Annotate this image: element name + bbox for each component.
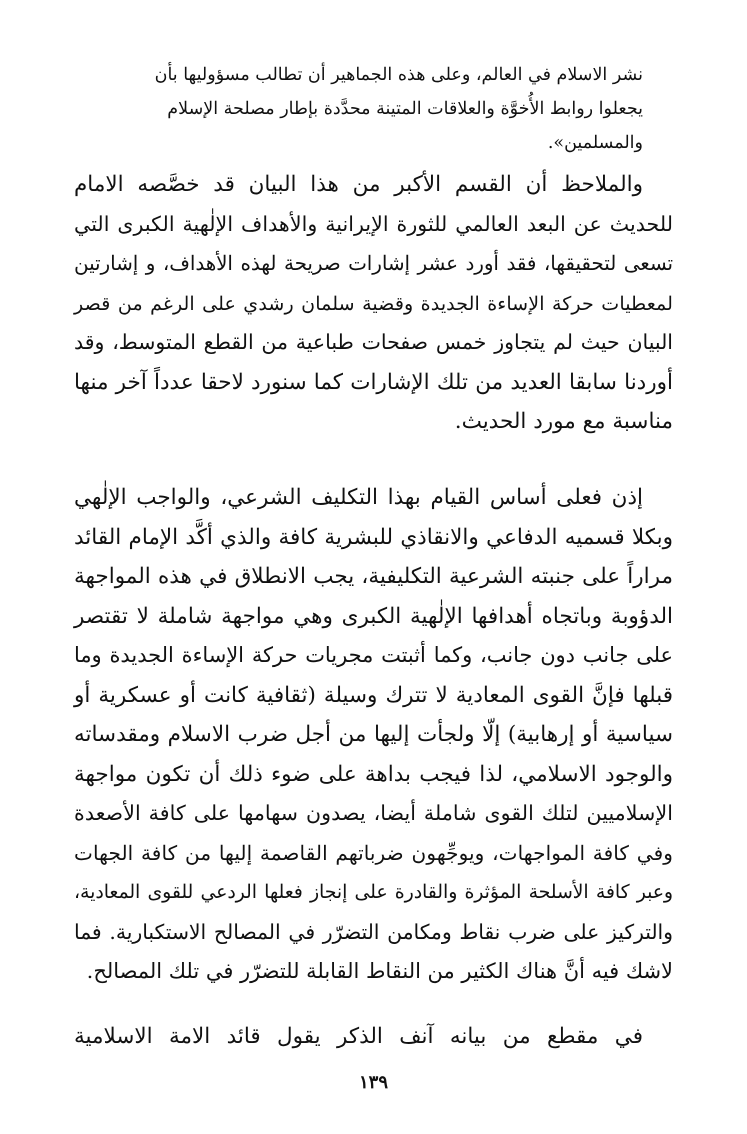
text-line: الدؤوبة وباتجاه أهدافها الإلٰهية الكبرى وهي مواجهة شاملة لا تقتصر bbox=[74, 603, 673, 629]
text-line: تسعى لتحقيقها، فقد أورد عشر إشارات صريحة لهذه الأهداف، و إشارتين bbox=[74, 252, 673, 275]
text-line: الإسلاميين لتلك القوى شاملة أيضا، يصدون سهامها على كافة الأصعدة bbox=[74, 801, 673, 825]
text-line: وبكلا قسميه الدفاعي والانقاذي للبشرية كافة والذي أكَّد الإمام القائد bbox=[74, 524, 673, 550]
quote-block bbox=[140, 58, 643, 160]
text-line: مراراً على جنبته الشرعية التكليفية، يجب الانطلاق في هذه المواجهة bbox=[74, 564, 674, 589]
text-line: لاشك فيه أنَّ هناك الكثير من النقاط القابلة للتضرّر في تلك المصالح. bbox=[86, 959, 673, 983]
text-line: البيان حيث لم يتجاوز خمس صفحات طباعية من القطع المتوسط، وقد bbox=[74, 330, 673, 354]
text-line: لمعطيات حركة الإساءة الجديدة وقضية سلمان رشدي على الرغم من قصر bbox=[74, 291, 673, 315]
paragraph-1 bbox=[74, 165, 673, 442]
text-line: على جانب دون جانب، وكما أثبتت مجريات حركة الإساءة الجديدة وما bbox=[74, 643, 673, 667]
text-line: والملاحظ أن القسم الأكبر من هذا البيان قد خصَّصه الامام bbox=[74, 172, 643, 197]
paragraph-3 bbox=[74, 1017, 673, 1057]
text-line: قبلها فإنَّ القوى المعادية لا تترك وسيلة (ثقافية كانت أو عسكرية أو bbox=[74, 682, 673, 708]
text-line: وفي كافة المواجهات، ويوجِّهون ضرباتهم القاصمة إليها من كافة الجهات bbox=[74, 840, 673, 865]
text-line: مناسبة مع مورد الحديث. bbox=[454, 409, 673, 434]
text-line: والوجود الاسلامي، لذا فيجب بداهة على ضوء ذلك أن تكون مواجهة bbox=[74, 761, 673, 787]
text-line: أوردنا سابقا العديد من تلك الإشارات كما سنورد لاحقا عدداً آخر منها bbox=[74, 369, 673, 395]
page-number: ١٣٩ bbox=[358, 1072, 388, 1093]
text-line: وعبر كافة الأسلحة المؤثرة والقادرة على إنجاز فعلها الردعي للقوى المعادية، bbox=[74, 882, 673, 903]
text-line: سياسية أو إرهابية) إلّا ولجأت إليها من أجل ضرب الاسلام ومقدساته bbox=[74, 722, 673, 747]
paragraph-2 bbox=[74, 478, 673, 992]
text-line: للحديث عن البعد العالمي للثورة الإيرانية والأهداف الإلٰهية الكبرى التي bbox=[74, 211, 673, 236]
text-line: إذن فعلى أساس القيام بهذا التكليف الشرعي، والواجب الإلٰهي bbox=[74, 485, 643, 510]
text-line: والتركيز على ضرب نقاط ومكامن التضرّر في المصالح الاستكبارية. فما bbox=[74, 919, 673, 944]
quote-line: والمسلمين». bbox=[547, 133, 643, 153]
quote-line: يجعلوا روابط الأُخوَّة والعلاقات المتينة محدَّدة بإطار مصلحة الإسلام bbox=[167, 99, 643, 119]
quote-line: نشر الاسلام في العالم، وعلى هذه الجماهير أن تطالب مسؤوليها بأن bbox=[154, 65, 643, 85]
text-line: في مقطع من بيانه آنف الذكر يقول قائد الامة الاسلامية bbox=[74, 1024, 643, 1049]
